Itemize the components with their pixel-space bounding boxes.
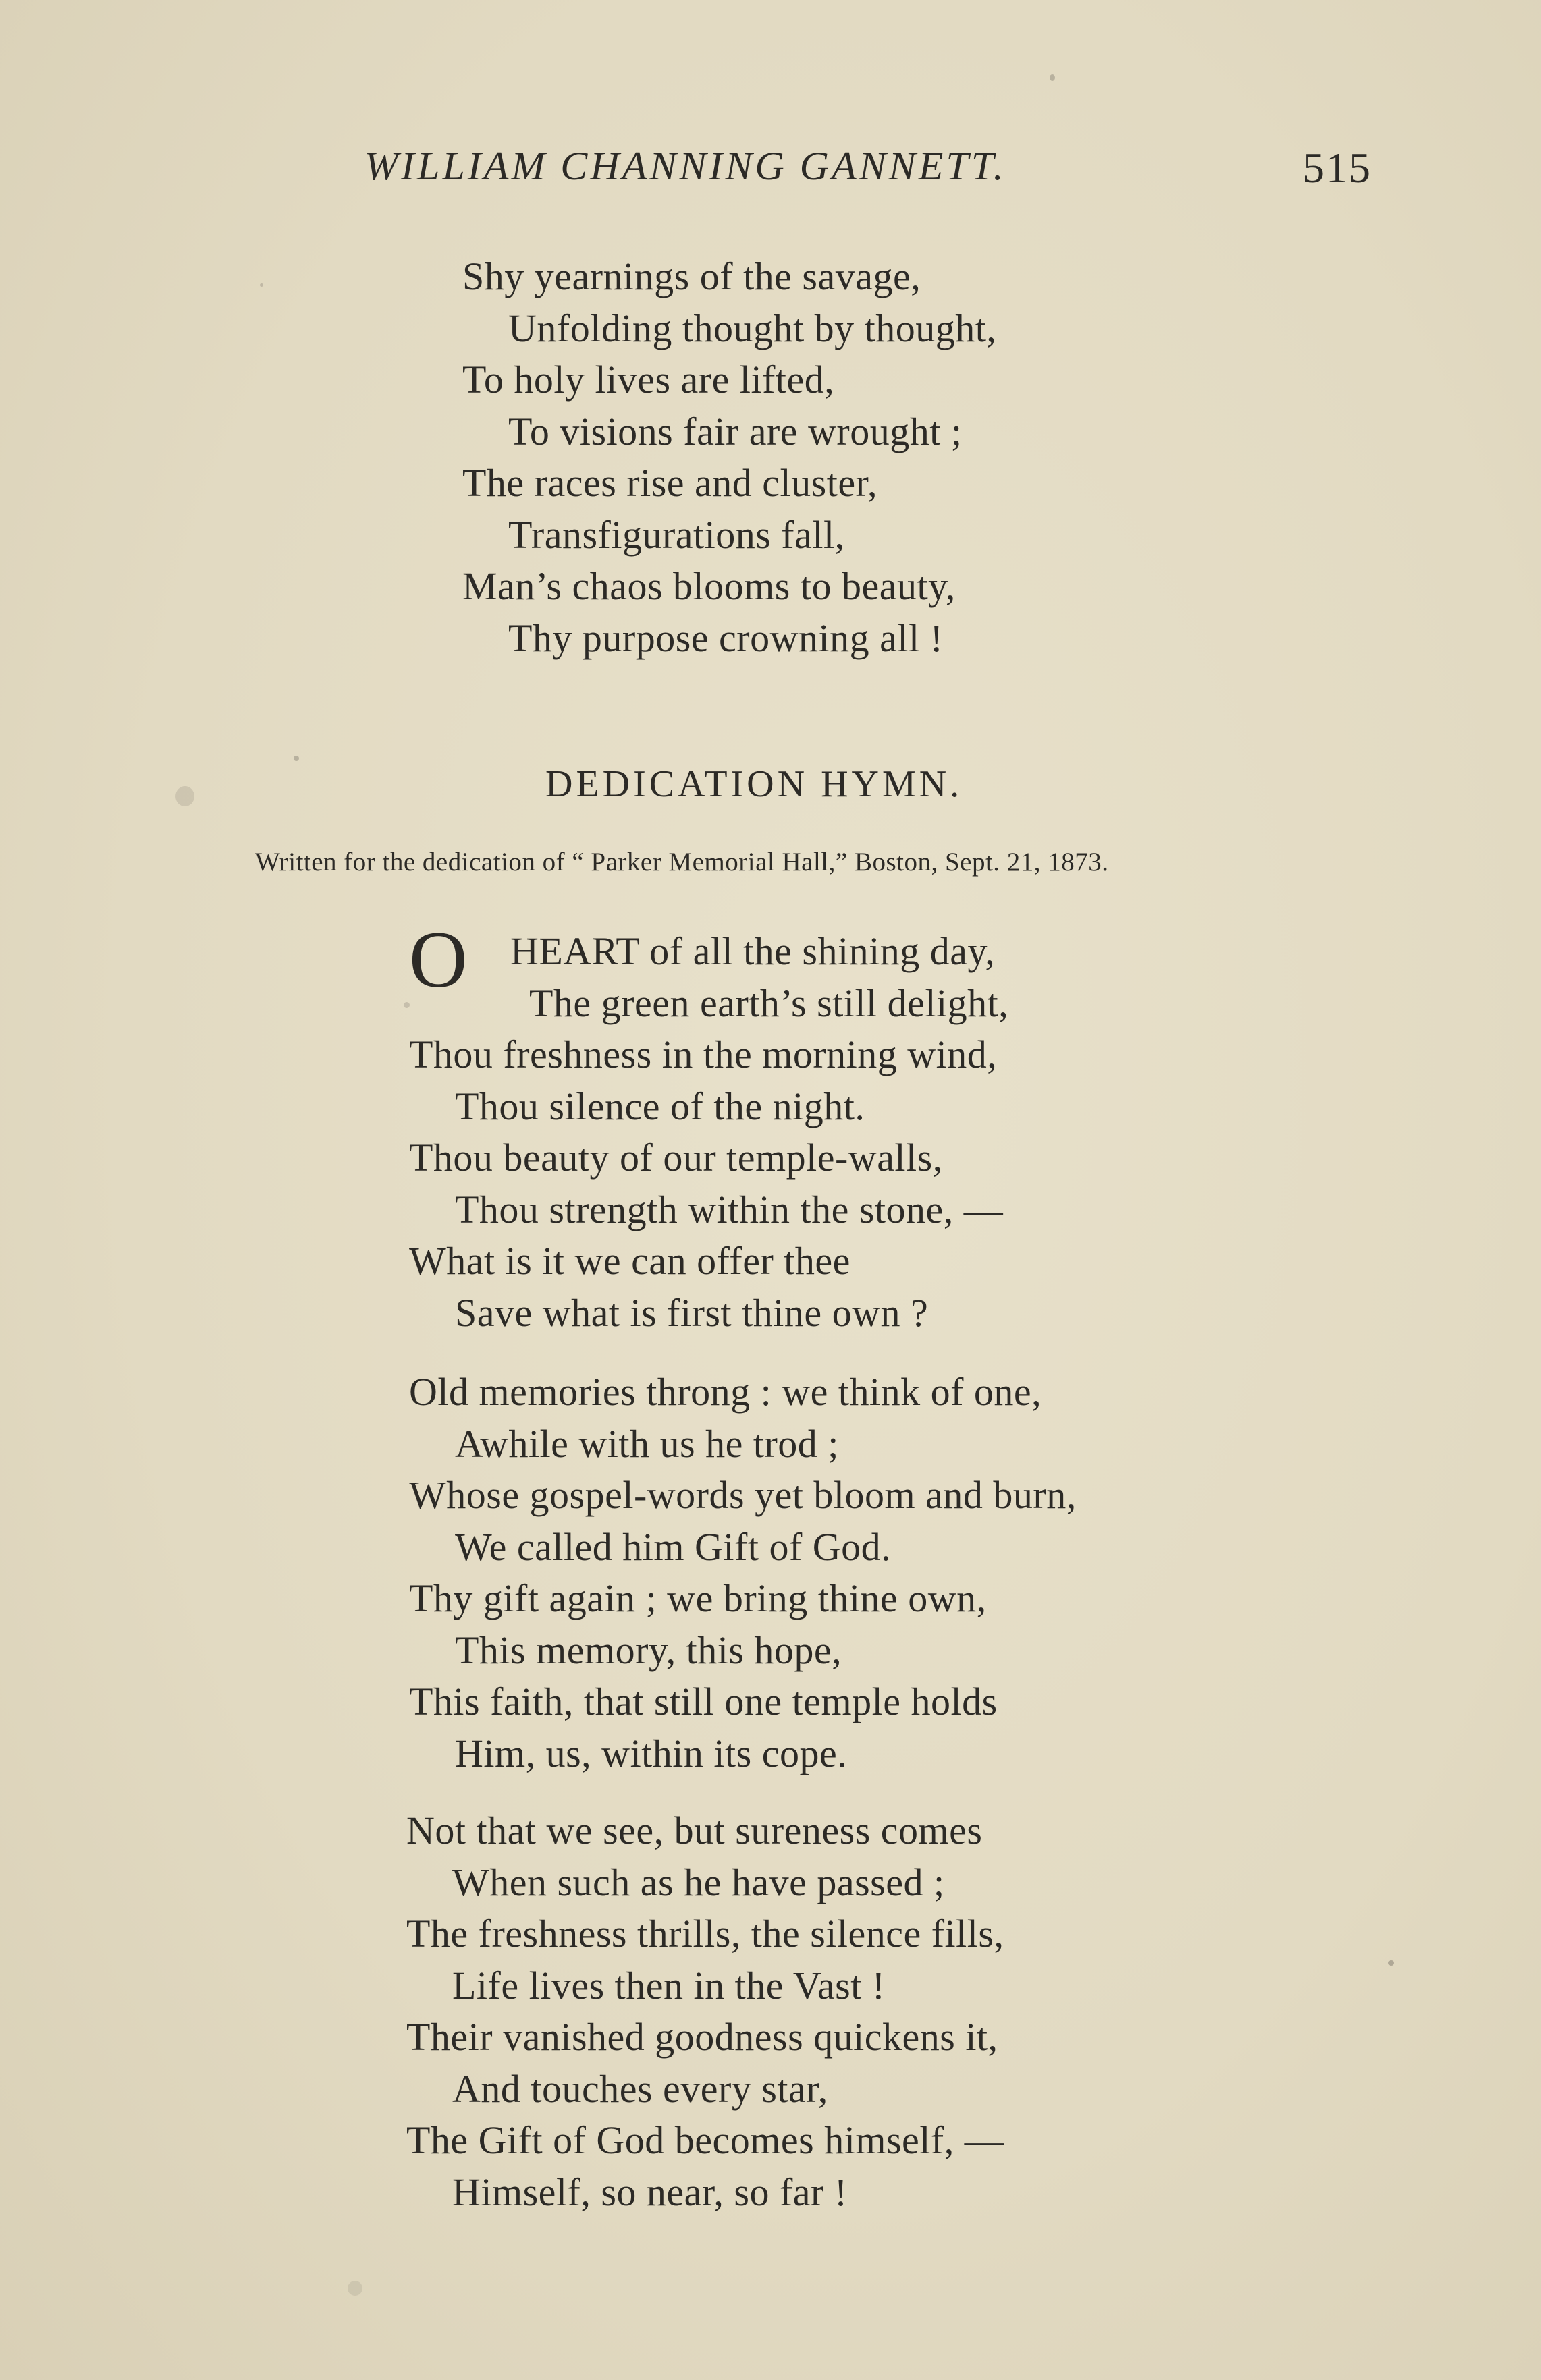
paper-speck: [1050, 74, 1055, 81]
verse-line: And touches every star,: [452, 2066, 828, 2111]
verse-line: Unfolding thought by thought,: [508, 306, 997, 350]
hymn-stanza-3: [406, 1805, 1004, 2218]
verse-line: Awhile with us he trod ;: [455, 1421, 839, 1466]
verse-line: Life lives then in the Vast !: [452, 1963, 886, 2008]
hymn-stanza-2: [409, 1366, 1077, 1779]
verse-line: Not that we see, but sureness comes: [406, 1808, 983, 1852]
paper-speck: [348, 2281, 362, 2296]
verse-line: Himself, so near, so far !: [452, 2169, 848, 2214]
paper-speck: [260, 283, 263, 287]
verse-line: When such as he have passed ;: [452, 1860, 945, 1904]
running-title: WILLIAM CHANNING GANNETT.: [364, 144, 1006, 188]
verse-line: The Gift of God becomes himself, —: [406, 2118, 1004, 2162]
verse-line: Thy purpose crowning all !: [508, 615, 944, 660]
verse-line: The races rise and cluster,: [462, 461, 878, 505]
verse-line: What is it we can offer thee: [409, 1239, 850, 1283]
verse-line: Man’s chaos blooms to beauty,: [462, 564, 956, 608]
verse-line: HEART of all the shining day,: [510, 929, 996, 973]
verse-line: Shy yearnings of the savage,: [462, 254, 921, 298]
verse-line: Their vanished goodness quickens it,: [406, 2015, 998, 2059]
verse-line: Him, us, within its cope.: [455, 1731, 848, 1775]
verse-line: Thou strength within the stone, —: [455, 1187, 1004, 1231]
verse-line: To visions fair are wrought ;: [508, 409, 963, 453]
paper-speck: [1388, 1960, 1394, 1966]
verse-line: The green earth’s still delight,: [529, 980, 1009, 1025]
verse-line: Whose gospel-words yet bloom and burn,: [409, 1473, 1077, 1517]
hymn-stanza-1: [409, 926, 1008, 1339]
verse-line: To holy lives are lifted,: [462, 358, 835, 402]
verse-line: The freshness thrills, the silence fills,: [406, 1912, 1004, 1956]
verse-line: Thou beauty of our temple-walls,: [409, 1136, 943, 1180]
verse-line: Transfigurations fall,: [508, 512, 845, 557]
page-number: 515: [1303, 144, 1372, 192]
drop-cap: O: [409, 914, 468, 1004]
verse-line: Save what is first thine own ?: [455, 1290, 929, 1335]
verse-line: This faith, that still one temple holds: [409, 1680, 998, 1723]
hymn-title: DEDICATION HYMN.: [545, 763, 963, 805]
hymn-subtitle: Written for the dedication of “ Parker Memorial Hall,” Boston, Sept. 21, 1873.: [255, 848, 1109, 877]
paper-speck: [404, 1002, 410, 1008]
paper-speck: [294, 756, 299, 761]
verse-line: Thou silence of the night.: [455, 1084, 865, 1128]
verse-line: Old memories throng : we think of one,: [409, 1370, 1042, 1414]
paper-speck: [175, 786, 194, 806]
verse-line: Thy gift again ; we bring thine own,: [409, 1576, 987, 1620]
poem-stanza-continued: [462, 251, 996, 664]
verse-line: We called him Gift of God.: [455, 1524, 892, 1569]
verse-line: Thou freshness in the morning wind,: [409, 1032, 998, 1076]
verse-line: This memory, this hope,: [455, 1628, 842, 1672]
